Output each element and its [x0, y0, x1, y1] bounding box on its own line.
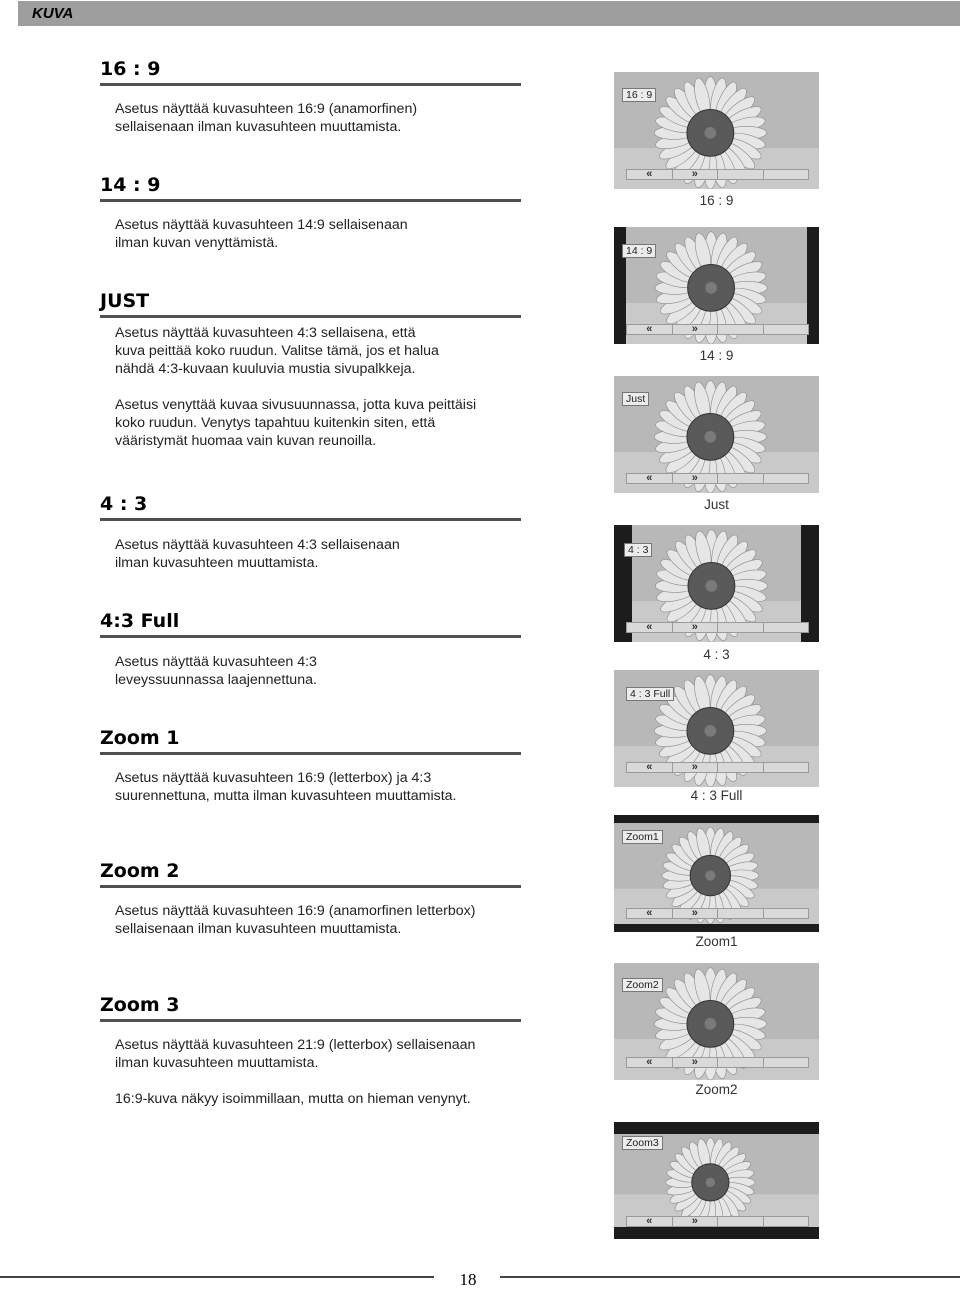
section-title: 4:3 Full — [100, 607, 521, 638]
playback-controls — [626, 762, 809, 773]
control-segment — [764, 474, 809, 483]
control-segment — [718, 474, 764, 483]
playback-controls — [626, 622, 809, 633]
section-text: 16:9-kuva näkyy isoimmillaan, mutta on hieman venynyt. — [115, 1091, 471, 1107]
control-segment — [764, 1217, 809, 1226]
tv-screen-preview — [614, 525, 819, 642]
tv-screen-preview — [614, 1122, 819, 1239]
aspect-mode-label: 4 : 3 Full — [626, 687, 674, 701]
section-text: Asetus näyttää kuvasuhteen 4:3 sellaisena, että kuva peittää koko ruudun. Valitse tämä, jos et halua nähdä 4:3-kuvaan kuuluvia mustia sivupalkkeja. — [115, 325, 439, 377]
forward-icon: » — [673, 170, 719, 179]
tv-screen-preview — [614, 376, 819, 493]
section-4-3-full — [100, 607, 521, 689]
control-segment — [718, 909, 764, 918]
section-text: Asetus näyttää kuvasuhteen 16:9 (anamorfinen) sellaisenaan ilman kuvasuhteen muuttamista. — [115, 101, 418, 135]
forward-icon: » — [673, 623, 719, 632]
control-segment — [718, 1058, 764, 1067]
screen-caption: 14 : 9 — [699, 348, 734, 363]
section-text: Asetus näyttää kuvasuhteen 21:9 (letterbox) sellaisenaan ilman kuvasuhteen muuttamista. — [115, 1037, 476, 1071]
screen-caption: 16 : 9 — [699, 193, 734, 208]
control-segment — [718, 170, 764, 179]
section-text: Asetus näyttää kuvasuhteen 4:3 sellaisenaan ilman kuvasuhteen muuttamista. — [115, 537, 400, 571]
aspect-mode-label: 4 : 3 — [624, 543, 652, 557]
section-title: Zoom 2 — [100, 857, 521, 888]
aspect-mode-label: 16 : 9 — [622, 88, 656, 102]
rewind-icon: « — [627, 1058, 673, 1067]
playback-controls — [626, 908, 809, 919]
aspect-mode-label: 14 : 9 — [622, 244, 656, 258]
screen-caption: 4 : 3 Full — [690, 788, 743, 803]
section-14-9 — [100, 171, 521, 252]
section-title: 16 : 9 — [100, 55, 521, 86]
playback-controls — [626, 324, 809, 335]
section-text: Asetus näyttää kuvasuhteen 14:9 sellaisenaan ilman kuvan venyttämistä. — [115, 217, 408, 251]
forward-icon: » — [673, 325, 719, 334]
control-segment — [718, 1217, 764, 1226]
section-zoom-2 — [100, 857, 521, 938]
rewind-icon: « — [627, 1217, 673, 1226]
footer-rule-left — [0, 1276, 434, 1278]
forward-icon: » — [673, 909, 719, 918]
tv-screen-preview — [614, 963, 819, 1080]
page-header-title: KUVA — [32, 5, 74, 22]
page-number: 18 — [459, 1270, 477, 1289]
control-segment — [718, 623, 764, 632]
rewind-icon: « — [627, 474, 673, 483]
section-text: Asetus venyttää kuvaa sivusuunnassa, jotta kuva peittäisi koko ruudun. Venytys tapahtuu kuitenkin siten, että vääristymät huomaa vain kuvan reunoilla. — [115, 397, 477, 449]
forward-icon: » — [673, 474, 719, 483]
tv-screen-preview — [614, 670, 819, 787]
forward-icon: » — [673, 763, 719, 772]
section-zoom-3 — [100, 991, 521, 1108]
screen-caption: 4 : 3 — [703, 647, 730, 662]
playback-controls — [626, 169, 809, 180]
control-segment — [764, 909, 809, 918]
playback-controls — [626, 473, 809, 484]
section-title: 14 : 9 — [100, 171, 521, 202]
footer-rule-right — [500, 1276, 960, 1278]
tv-screen-preview — [614, 227, 819, 344]
rewind-icon: « — [627, 325, 673, 334]
control-segment — [764, 170, 809, 179]
section-zoom-1 — [100, 724, 521, 805]
section-4-3 — [100, 490, 521, 572]
rewind-icon: « — [627, 170, 673, 179]
control-segment — [764, 763, 809, 772]
section-title: JUST — [100, 287, 521, 318]
screen-caption: Just — [704, 497, 729, 512]
header-bar — [18, 1, 960, 26]
forward-icon: » — [673, 1058, 719, 1067]
control-segment — [718, 325, 764, 334]
aspect-mode-label: Zoom2 — [622, 978, 663, 992]
control-segment — [764, 623, 809, 632]
aspect-mode-label: Just — [622, 392, 649, 406]
section-16-9 — [100, 55, 521, 136]
section-title: Zoom 1 — [100, 724, 521, 755]
control-segment — [764, 1058, 809, 1067]
section-text: Asetus näyttää kuvasuhteen 16:9 (letterbox) ja 4:3 suurennettuna, mutta ilman kuvasuhteen muuttamista. — [115, 770, 457, 804]
rewind-icon: « — [627, 623, 673, 632]
section-just — [100, 287, 521, 450]
control-segment — [764, 325, 809, 334]
playback-controls — [626, 1216, 809, 1227]
screen-caption: Zoom1 — [695, 934, 738, 949]
rewind-icon: « — [627, 763, 673, 772]
control-segment — [718, 763, 764, 772]
tv-screen-preview — [614, 815, 819, 932]
aspect-mode-label: Zoom1 — [622, 830, 663, 844]
section-title: 4 : 3 — [100, 490, 521, 521]
playback-controls — [626, 1057, 809, 1068]
tv-screen-preview — [614, 72, 819, 189]
section-title: Zoom 3 — [100, 991, 521, 1022]
forward-icon: » — [673, 1217, 719, 1226]
screen-caption: Zoom2 — [695, 1082, 738, 1097]
section-text: Asetus näyttää kuvasuhteen 16:9 (anamorfinen letterbox) sellaisenaan ilman kuvasuhteen muuttamista. — [115, 903, 476, 937]
section-text: Asetus näyttää kuvasuhteen 4:3 leveyssuunnassa laajennettuna. — [115, 654, 317, 688]
aspect-mode-label: Zoom3 — [622, 1136, 663, 1150]
rewind-icon: « — [627, 909, 673, 918]
